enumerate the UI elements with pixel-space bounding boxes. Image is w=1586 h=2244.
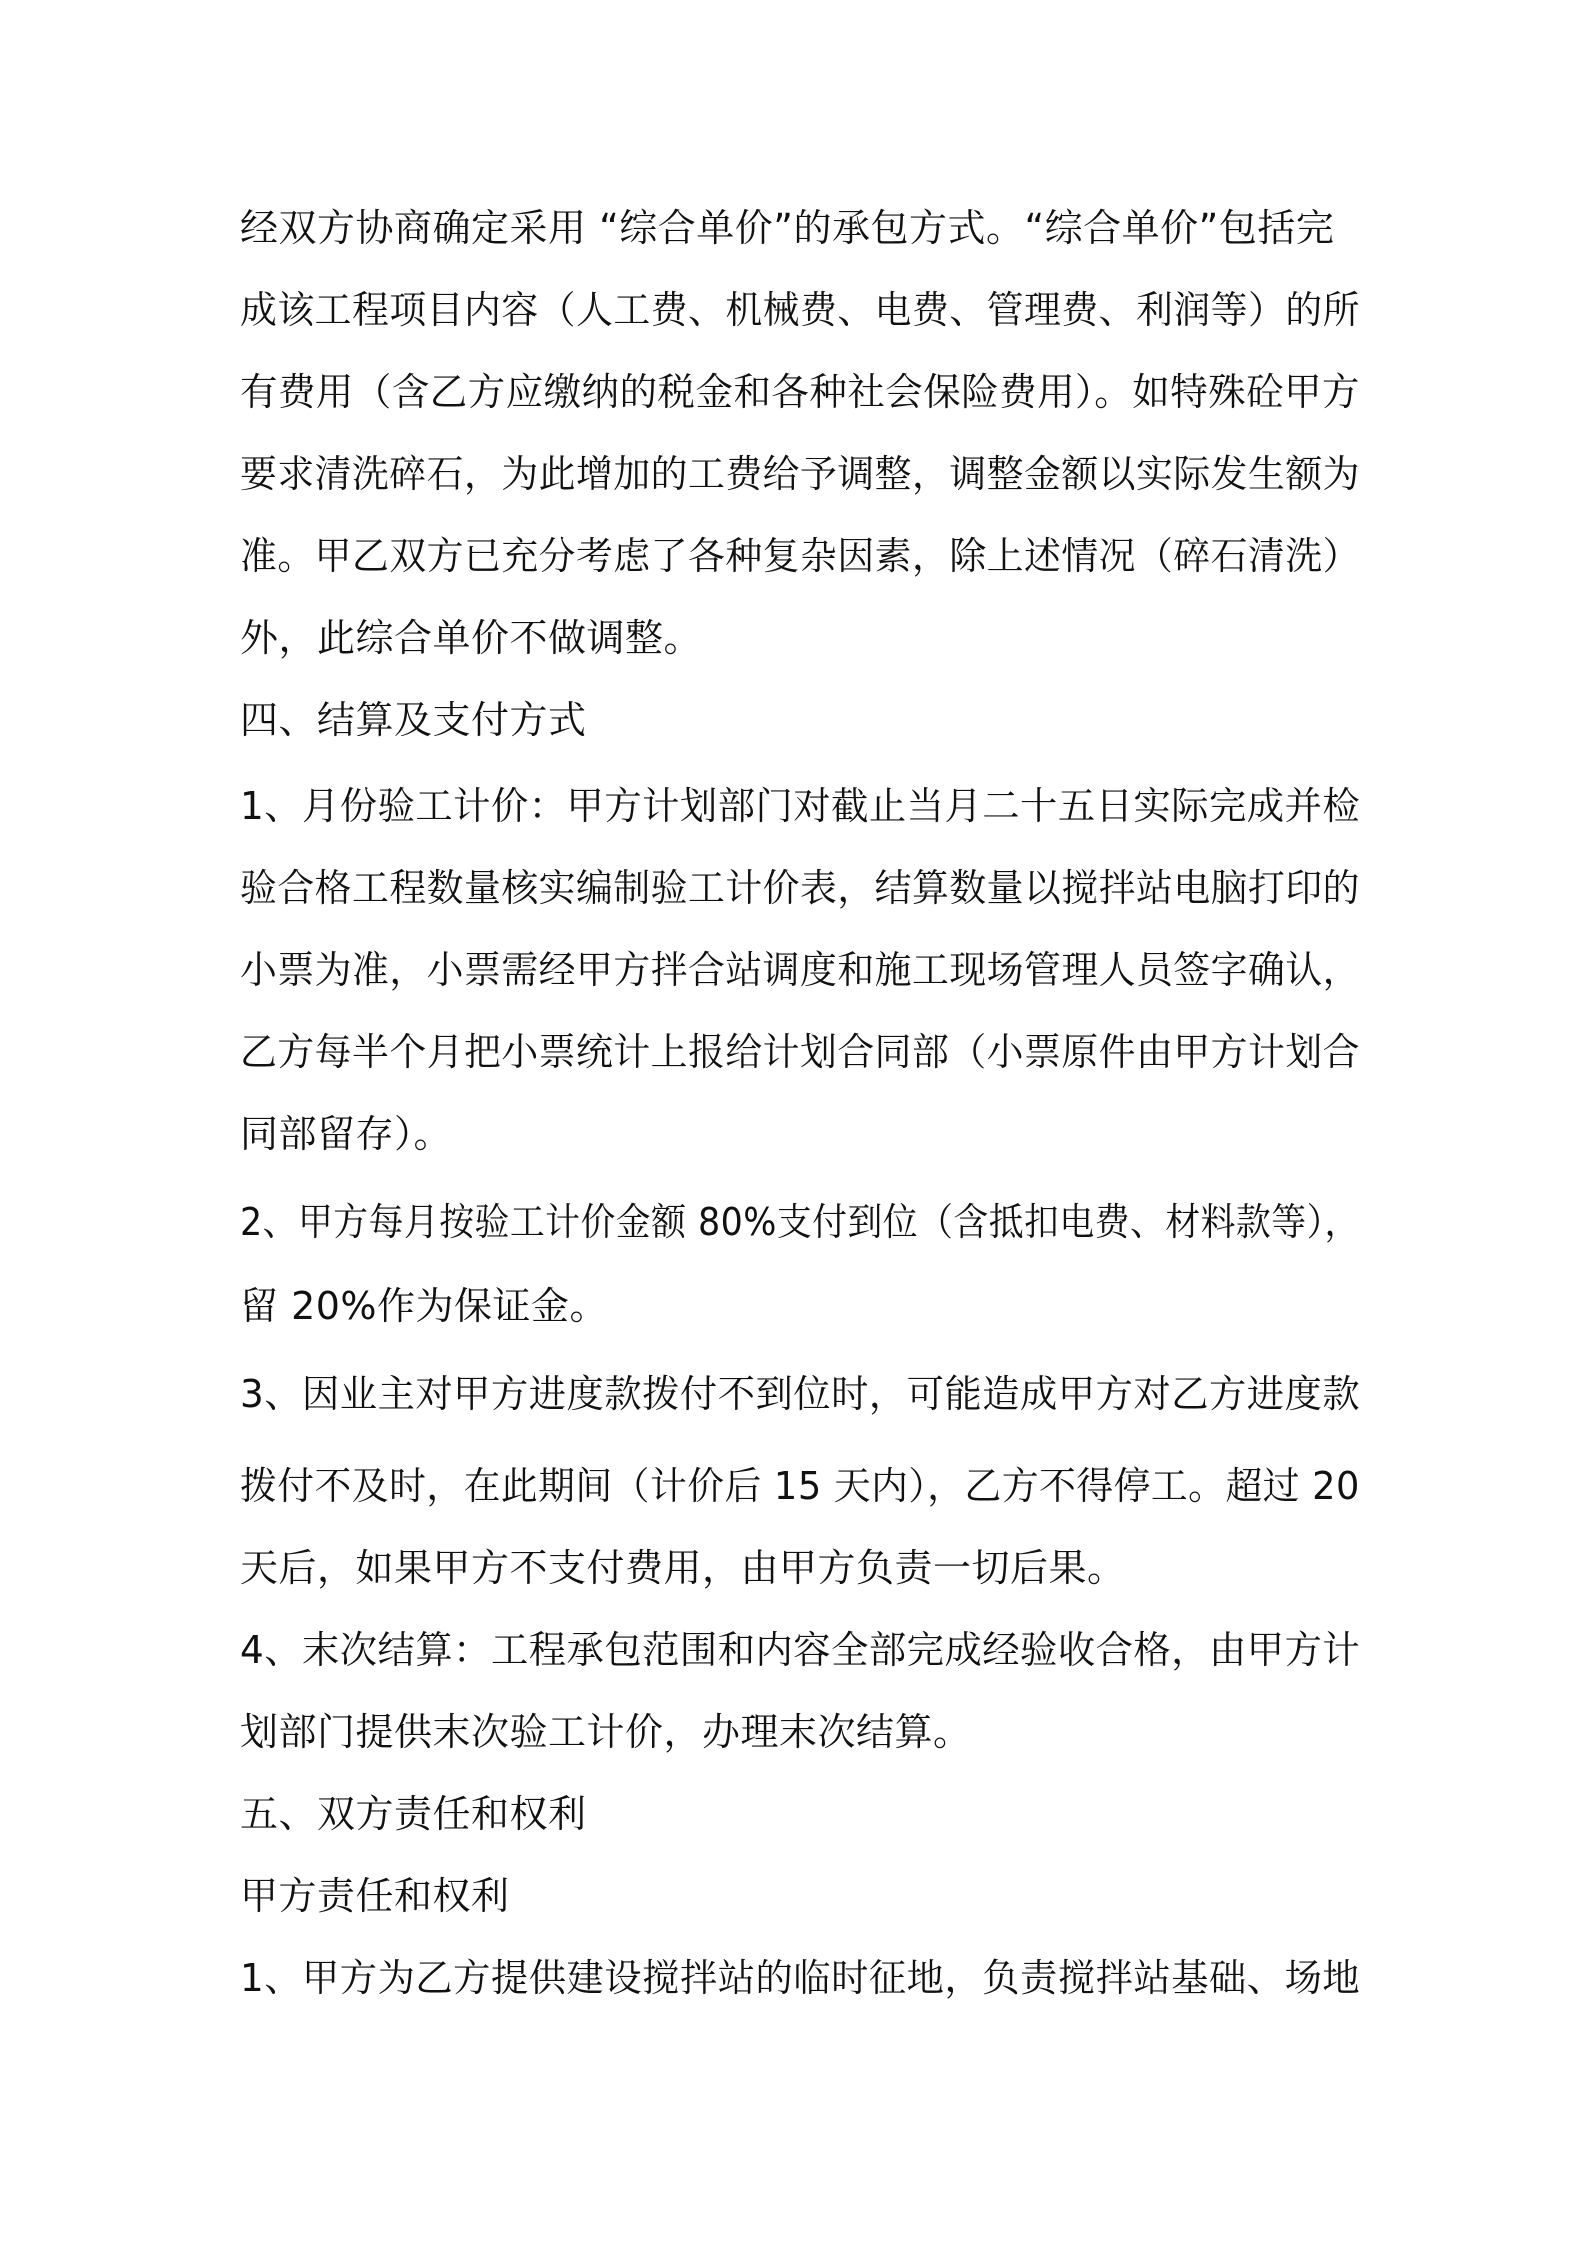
paragraph-line: 划部门提供末次验工计价，办理末次结算。 bbox=[240, 1710, 972, 1754]
paragraph-line: 4、末次结算：工程承包范围和内容全部完成经验收合格，由甲方计 bbox=[240, 1628, 1361, 1672]
paragraph-line: 小票为准，小票需经甲方拌合站调度和施工现场管理人员签字确认， bbox=[240, 948, 1361, 992]
paragraph-line: 准。甲乙双方已充分考虑了各种复杂因素，除上述情况（碎石清洗） bbox=[240, 534, 1361, 578]
section-heading: 五、双方责任和权利 bbox=[240, 1792, 587, 1836]
paragraph-line: 1、月份验工计价：甲方计划部门对截止当月二十五日实际完成并检 bbox=[240, 784, 1361, 828]
paragraph-line: 乙方每半个月把小票统计上报给计划合同部（小票原件由甲方计划合 bbox=[240, 1030, 1361, 1074]
paragraph-line: 1、甲方为乙方提供建设搅拌站的临时征地，负责搅拌站基础、场地 bbox=[240, 1956, 1361, 2000]
paragraph-line: 外，此综合单价不做调整。 bbox=[240, 616, 703, 660]
paragraph-line: 成该工程项目内容（人工费、机械费、电费、管理费、利润等）的所 bbox=[240, 288, 1361, 332]
section-heading: 四、结算及支付方式 bbox=[240, 698, 587, 742]
paragraph-line: 留 20%作为保证金。 bbox=[240, 1284, 609, 1328]
subsection-heading: 甲方责任和权利 bbox=[240, 1874, 510, 1918]
paragraph-line: 要求清洗碎石，为此增加的工费给予调整，调整金额以实际发生额为 bbox=[240, 452, 1361, 496]
paragraph-line: 2、甲方每月按验工计价金额 80%支付到位（含抵扣电费、材料款等）， bbox=[240, 1200, 1360, 1244]
paragraph-line: 3、因业主对甲方进度款拨付不到位时，可能造成甲方对乙方进度款 bbox=[240, 1372, 1361, 1416]
paragraph-line: 有费用（含乙方应缴纳的税金和各种社会保险费用）。如特殊砼甲方 bbox=[240, 370, 1360, 414]
paragraph-line: 拨付不及时，在此期间（计价后 15 天内），乙方不得停工。超过 20 bbox=[240, 1464, 1360, 1508]
paragraph-line: 经双方协商确定采用 “综合单价”的承包方式。“综合单价”包括完 bbox=[240, 206, 1335, 250]
paragraph-line: 天后，如果甲方不支付费用，由甲方负责一切后果。 bbox=[240, 1546, 1126, 1590]
paragraph-line: 同部留存）。 bbox=[240, 1112, 453, 1156]
paragraph-line: 验合格工程数量核实编制验工计价表，结算数量以搅拌站电脑打印的 bbox=[240, 866, 1361, 910]
